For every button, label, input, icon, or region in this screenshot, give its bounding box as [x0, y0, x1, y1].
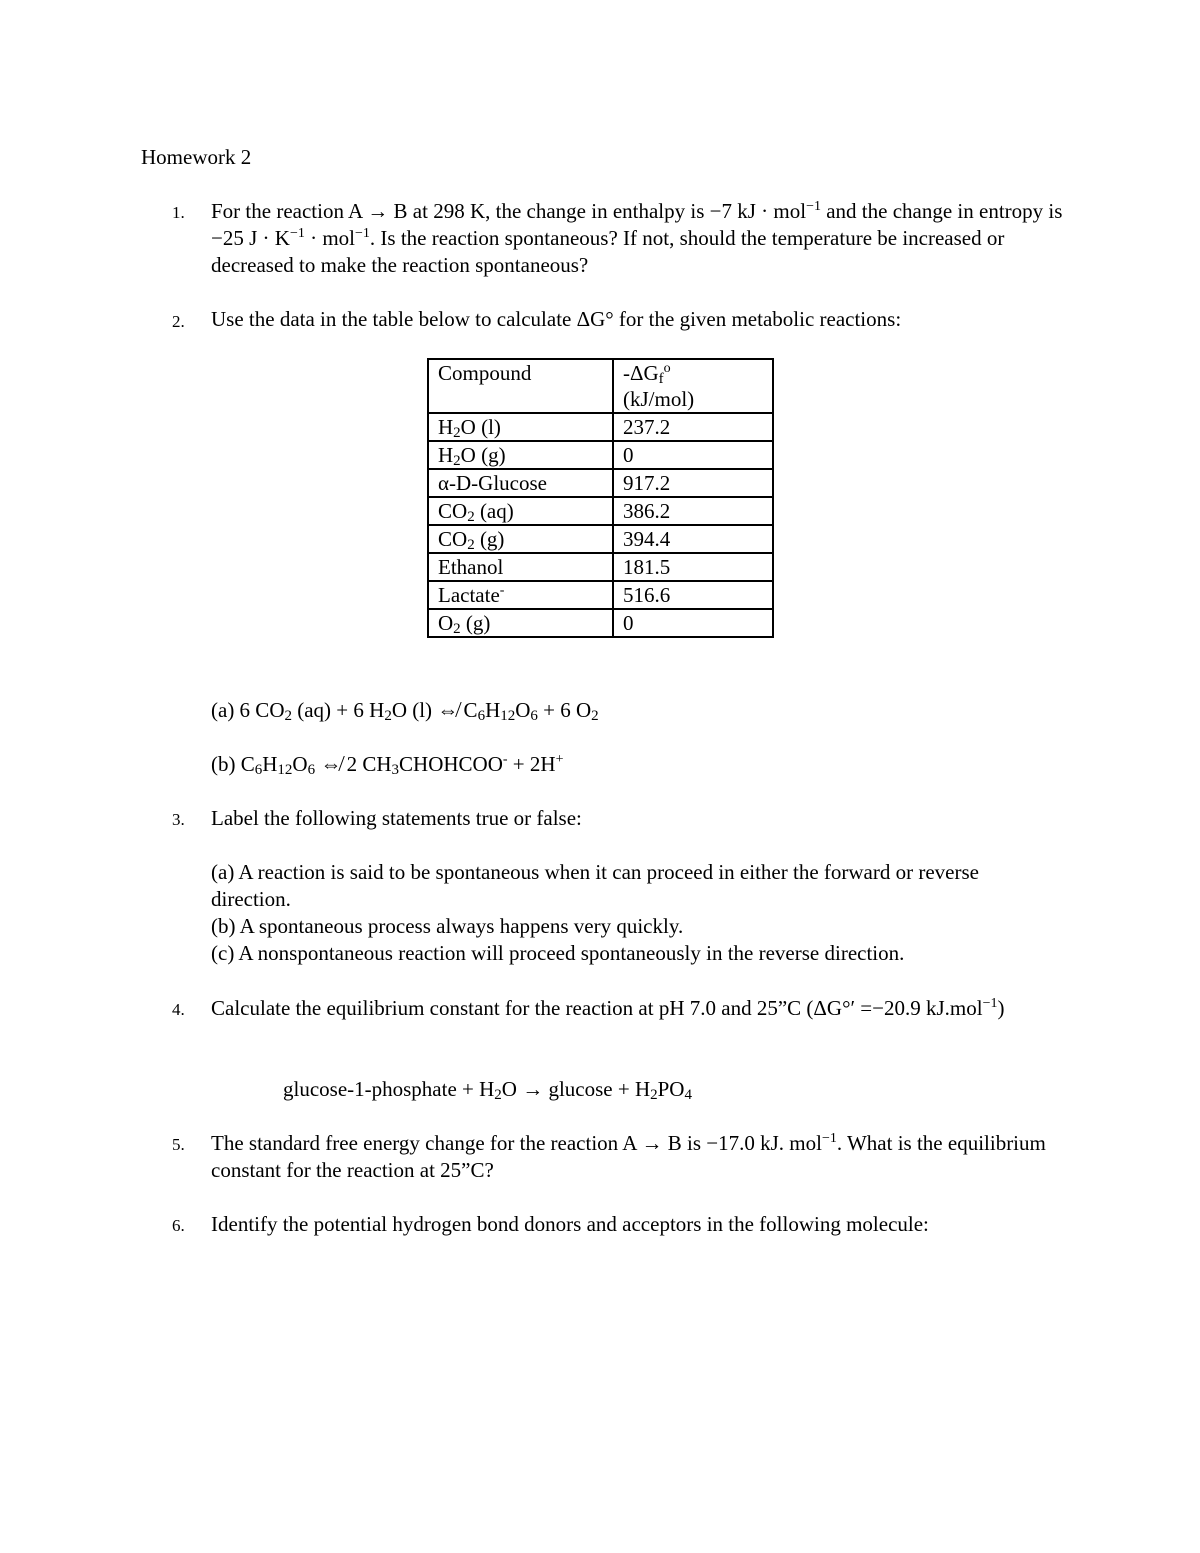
table-cell-value: 394.4 [613, 525, 773, 553]
table-cell-value: 386.2 [613, 497, 773, 525]
table-header-compound: Compound [428, 359, 613, 413]
table-row [428, 441, 773, 469]
question-1-text: For the reaction A → B at 298 K, the change in enthalpy is −7 kJ · mol$^{-1}$ and the change in entropy is −25 $J \cdot K^{-1} \cdot mol^{-1}$. Is the reaction spontaneous? If not, should the temperature be increased or decreased to make the reaction spontaneous? [211, 199, 1063, 277]
question-number-2: 2. [172, 312, 185, 331]
table-row [428, 525, 773, 553]
question-number-3: 3. [172, 810, 185, 829]
page-title: Homework 2 [141, 145, 252, 169]
table-cell-value: 237.2 [613, 413, 773, 441]
statement-c: (c) A nonspontaneous reaction will proceed spontaneously in the reverse direction. [211, 941, 905, 965]
table-cell-compound: α-D-Glucose [428, 469, 613, 497]
table-row [428, 413, 773, 441]
table-row [428, 581, 773, 609]
table-cell-compound: Lactate- [428, 581, 613, 609]
table-cell-value: 0 [613, 609, 773, 637]
table-cell-compound: Ethanol [428, 553, 613, 581]
table-cell-compound: $CO_2$ (g) [428, 525, 613, 553]
question-number-5: 5. [172, 1135, 185, 1154]
hydrolysis-equation: glucose-1-phosphate + $H_2O \to glucose + H_2PO_4$ [283, 1077, 692, 1103]
question-number-1: 1. [172, 203, 185, 222]
table-cell-compound: $CO_2$ (aq) [428, 497, 613, 525]
table-cell-compound: $H_2O$ (g) [428, 441, 613, 469]
table-cell-value: 0 [613, 441, 773, 469]
table-row [428, 469, 773, 497]
table-cell-value: 516.6 [613, 581, 773, 609]
free-energy-table [427, 358, 774, 638]
table-cell-value: 917.2 [613, 469, 773, 497]
table-row [428, 497, 773, 525]
table-header-row [428, 359, 773, 413]
question-4-text: Calculate the equilibrium constant for the reaction at pH 7.0 and 25”C (ΔG°′ =−20.9 kJ.mol$^{-1}$) [211, 996, 1005, 1020]
question-6-text: Identify the potential hydrogen bond donors and acceptors in the following molecule: [211, 1212, 929, 1236]
question-number-4: 4. [172, 1000, 185, 1019]
question-3-text: Label the following statements true or false: [211, 806, 582, 830]
reaction-a: (a) 6 $CO_2$ (aq) + 6 $H_2O$ (l) ⇎ $C_6H_{12}O_6 + 6$ $O_2$ [211, 698, 599, 724]
question-number-6: 6. [172, 1216, 185, 1235]
table-cell-compound: $O_2$ (g) [428, 609, 613, 637]
table-header-value: $-\Delta G_f^o$ (kJ/mol) [613, 359, 773, 413]
question-5-text: The standard free energy change for the reaction A → B is −17.0 kJ. mol$^{-1}$. What is the equilibrium constant for the reaction at 25”C? [211, 1131, 1046, 1182]
table-cell-compound: $H_2O$ (l) [428, 413, 613, 441]
table-row [428, 553, 773, 581]
statement-a: (a) A reaction is said to be spontaneous when it can proceed in either the forward or reverse direction. [211, 860, 979, 911]
statement-b: (b) A spontaneous process always happens very quickly. [211, 914, 684, 938]
table-row [428, 609, 773, 637]
question-2-text: Use the data in the table below to calculate ΔG° for the given metabolic reactions: [211, 307, 902, 331]
table-cell-value: 181.5 [613, 553, 773, 581]
reaction-b: (b) $C_6H_{12}O_6$ ⇎ 2 $CH_3CHOHCOO^- + 2H^+$ [211, 752, 564, 778]
